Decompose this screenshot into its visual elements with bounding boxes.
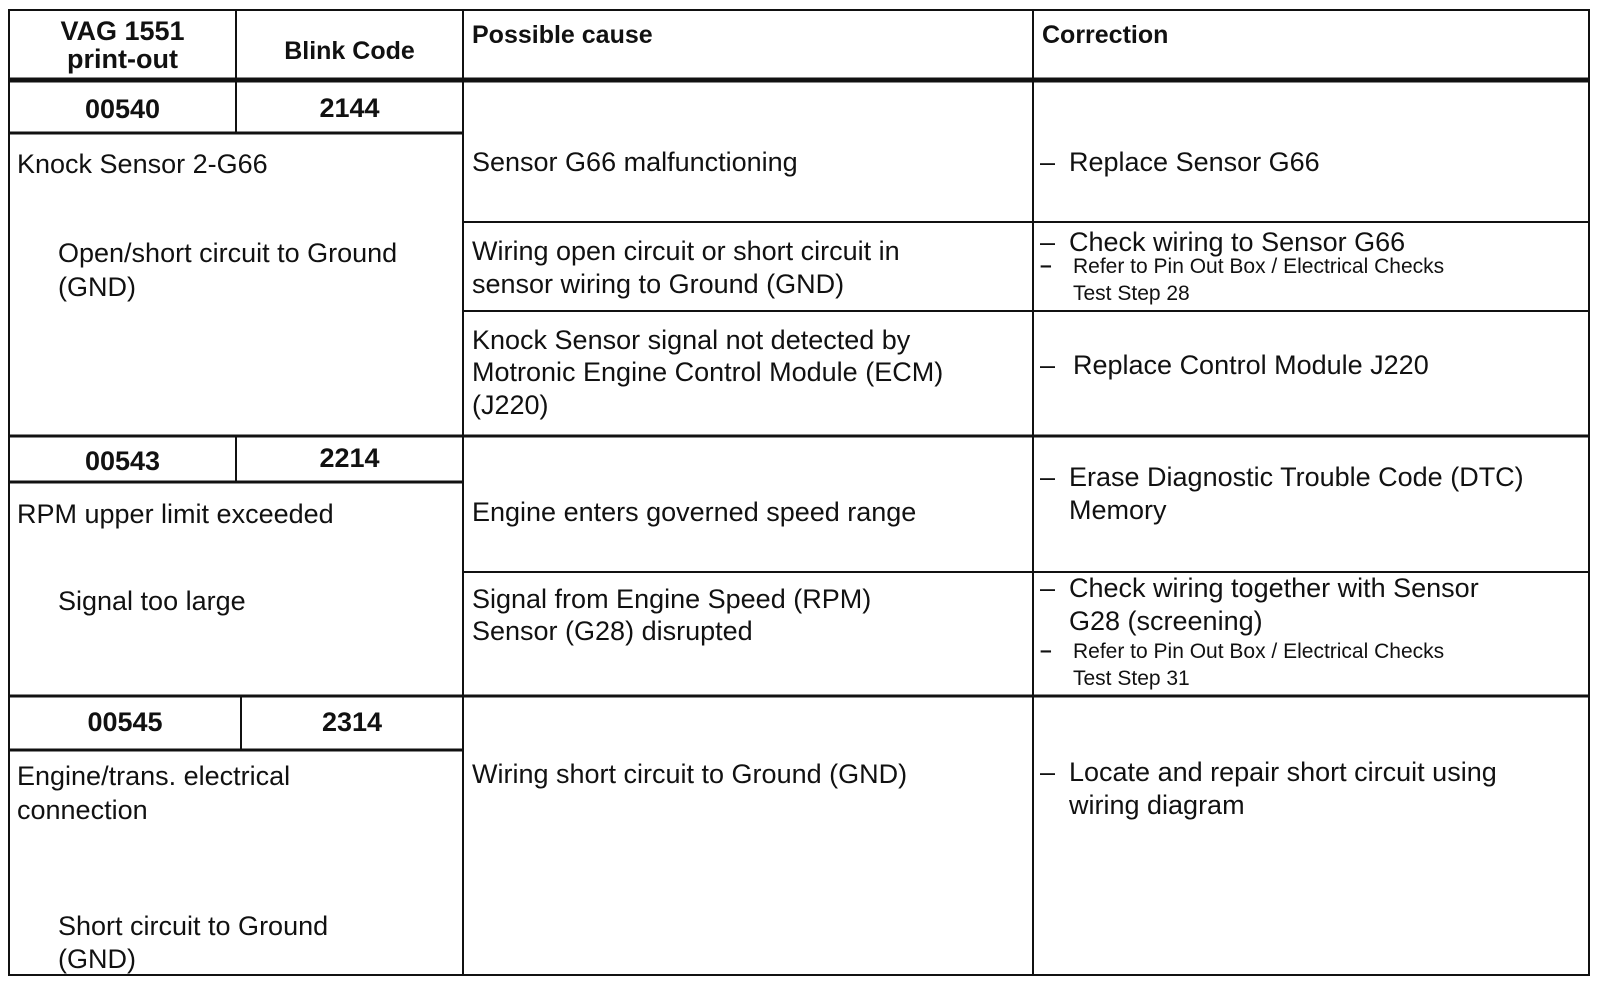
correction-text: Locate and repair short circuit using: [1069, 757, 1497, 787]
blink-code: 2314: [321, 707, 383, 737]
cause-text: Wiring open circuit or short circuit in: [472, 236, 900, 266]
correction-dash: –: [1040, 254, 1052, 277]
header-vag-line1: VAG 1551: [60, 16, 185, 46]
fault-condition: (GND): [58, 272, 136, 302]
correction-text: Check wiring together with Sensor: [1069, 573, 1479, 603]
fault-name: RPM upper limit exceeded: [17, 499, 334, 529]
correction-text: Erase Diagnostic Trouble Code (DTC): [1069, 462, 1524, 492]
blink-code: 2144: [319, 93, 380, 123]
correction-reference: Test Step 28: [1073, 282, 1190, 305]
correction-dash: –: [1040, 462, 1056, 492]
correction-reference: Test Step 31: [1073, 667, 1190, 690]
correction-reference: Refer to Pin Out Box / Electrical Checks: [1073, 640, 1445, 663]
cause-text: Signal from Engine Speed (RPM): [472, 584, 872, 614]
correction-text: G28 (screening): [1069, 606, 1263, 636]
cause-text: (J220): [472, 390, 549, 420]
fault-condition: Short circuit to Ground: [58, 911, 329, 941]
cause-text: Sensor G66 malfunctioning: [472, 147, 798, 177]
header-vag-line2: print-out: [67, 44, 178, 74]
header-cause: Possible cause: [472, 21, 653, 49]
fault-code: 00540: [84, 94, 161, 124]
fault-condition: (GND): [58, 944, 136, 974]
blink-code: 2214: [319, 443, 380, 473]
header-correction: Correction: [1042, 21, 1169, 49]
header-blink: Blink Code: [284, 37, 415, 65]
correction-text: wiring diagram: [1069, 790, 1245, 820]
correction-dash: –: [1040, 350, 1056, 380]
correction-dash: –: [1040, 573, 1056, 603]
correction-text: Check wiring to Sensor G66: [1069, 227, 1406, 257]
cause-text: Sensor (G28) disrupted: [472, 616, 753, 646]
fault-code: 00545: [87, 707, 163, 737]
correction-text: Memory: [1069, 495, 1167, 525]
cause-text: Knock Sensor signal not detected by: [472, 325, 911, 355]
fault-condition: Open/short circuit to Ground: [58, 238, 398, 268]
correction-dash: –: [1040, 639, 1052, 662]
correction-text: Replace Control Module J220: [1073, 350, 1429, 380]
fault-name: Knock Sensor 2-G66: [17, 149, 268, 179]
fault-name: Engine/trans. electrical: [17, 761, 291, 791]
fault-code: 00543: [84, 446, 161, 476]
cause-text: Wiring short circuit to Ground (GND): [472, 759, 908, 789]
cause-text: Motronic Engine Control Module (ECM): [472, 357, 944, 387]
fault-condition: Signal too large: [58, 586, 246, 616]
correction-reference: Refer to Pin Out Box / Electrical Checks: [1073, 255, 1445, 278]
correction-dash: –: [1040, 227, 1056, 257]
fault-name: connection: [17, 795, 148, 825]
correction-dash: –: [1040, 757, 1056, 787]
cause-text: Engine enters governed speed range: [472, 497, 917, 527]
correction-text: Replace Sensor G66: [1069, 147, 1320, 177]
correction-dash: –: [1040, 147, 1056, 177]
cause-text: sensor wiring to Ground (GND): [472, 269, 845, 299]
